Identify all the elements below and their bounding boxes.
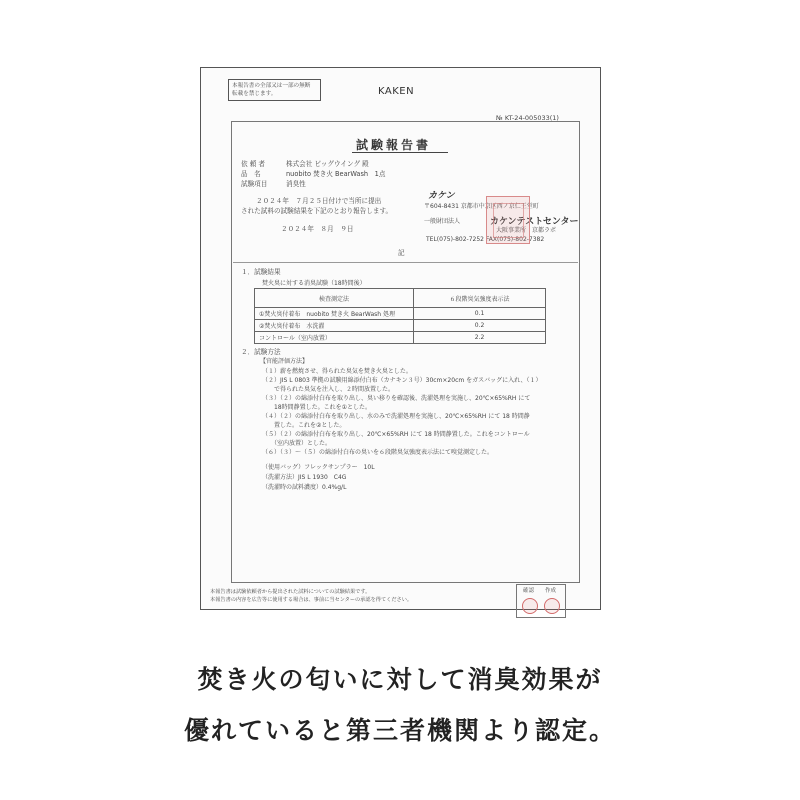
report-footer: 本報告書は試験依頼者から提出された試料についての試験結果です。 本報告書の内容を広告等に使用する場合は、事前に当センターの承認を得てください。 bbox=[210, 589, 413, 603]
approval-seal bbox=[522, 598, 538, 614]
method-line: （６）（３）～（５）の綿添付白布の臭いを６段階臭気強度表示法にて嗅覚測定した。 bbox=[262, 449, 494, 456]
method-line: で得られた臭気を注入し、２時間放置した。 bbox=[262, 386, 395, 393]
approval-seal bbox=[544, 598, 560, 614]
record-mark: 記 bbox=[398, 249, 405, 257]
method-line: （５）（２）の綿添付白布を取り出し、20℃×65%RH にて 18 時間静置した。これをコントロール bbox=[262, 431, 530, 438]
usage-line: （使用バッグ）フレックサンプラー 10L bbox=[262, 464, 375, 471]
table-row bbox=[255, 320, 546, 332]
lab-org-label: 一般財団法人 bbox=[424, 218, 461, 225]
usage-line: （洗濯時の試料濃度）0.4%g/L bbox=[262, 484, 347, 491]
table-cell-value: 0.1 bbox=[414, 308, 546, 320]
report-title: 試験報告書 bbox=[356, 138, 432, 152]
seal-header: 作成 bbox=[545, 588, 557, 594]
table-cell-value: 2.2 bbox=[414, 332, 546, 344]
lab-logo: カケン bbox=[428, 191, 455, 201]
table-header: ６段階臭気強度表示法 bbox=[414, 289, 546, 308]
intro-line-1: ２０２４年 ７月２５日付けで当所に提出 bbox=[256, 197, 382, 205]
method-subheading: 【官能評価方法】 bbox=[260, 358, 309, 365]
method-line: （１）薪を燃焼させ、得られた臭気を焚き火臭とした。 bbox=[262, 368, 412, 375]
seal-header: 確認 bbox=[523, 588, 535, 594]
lab-address: 〒604-8431 京都市中京区西ノ京仁王堂町 bbox=[424, 203, 539, 210]
client-value: 株式会社 ビッグウイング 殿 bbox=[286, 160, 369, 168]
product-value: nuobito 焚き火 BearWash 1点 bbox=[286, 170, 386, 178]
divider bbox=[233, 262, 578, 263]
usage-line: （洗濯方法）JIS L 1930 C4G bbox=[262, 474, 347, 481]
table-header: 検査測定法 bbox=[255, 289, 414, 308]
caption-line-2: 優れていると第三者機関より認定。 bbox=[183, 716, 616, 745]
report-inner-frame bbox=[231, 121, 580, 583]
method-line: （２）JIS L 0803 準拠の試験用綿添付白布（カナキン３号）30cm×20cm をガスバッグに入れ、（１） bbox=[262, 377, 542, 384]
method-line: （４）（２）の綿添付白布を取り出し、水のみで洗濯処理を実施し、20℃×65%RH にて 18 時間静 bbox=[262, 413, 530, 420]
method-line: （３）（２）の綿添付白布を取り出し、臭い移りを確認後、洗濯処理を実施し、20℃×65%RH にて bbox=[262, 395, 531, 402]
section2-heading: ２．試験方法 bbox=[241, 348, 281, 356]
table-cell-value: 0.2 bbox=[414, 320, 546, 332]
table-cell-label: ①焚火臭付着布 nuobito 焚き火 BearWash 処理 bbox=[255, 308, 414, 320]
section1-heading: １．試験結果 bbox=[241, 268, 281, 276]
table-row bbox=[255, 332, 546, 344]
lab-stamp bbox=[486, 196, 530, 244]
product-label: 品 名 bbox=[241, 170, 261, 178]
title-underline bbox=[352, 152, 448, 153]
results-table bbox=[254, 288, 546, 344]
method-line: 18時間静置した。これを①とした。 bbox=[262, 404, 372, 411]
table-header-row bbox=[255, 289, 546, 308]
table-row bbox=[255, 308, 546, 320]
reproduction-notice: 本報告書の全部又は一部の無断 転載を禁じます。 bbox=[228, 79, 321, 101]
lab-org-name: カケンテストセンター bbox=[490, 217, 579, 227]
test-item-value: 消臭性 bbox=[286, 180, 306, 188]
table-cell-label: コントロール（室内放置） bbox=[255, 332, 414, 344]
test-item-label: 試験項目 bbox=[241, 180, 268, 188]
client-label: 依 頼 者 bbox=[241, 160, 265, 168]
lab-branch: 大阪事業所 京都ラボ bbox=[496, 227, 557, 234]
intro-line-2: された試料の試験結果を下記のとおり報告します。 bbox=[241, 207, 393, 215]
table-cell-label: ②焚火臭付着布 水洗濯 bbox=[255, 320, 414, 332]
lab-phone: TEL(075)-802-7252 FAX(075)-802-7382 bbox=[426, 236, 545, 243]
issue-date: ２０２４年 ８月 ９日 bbox=[281, 225, 354, 233]
report-number: № KT-24-005033(1) bbox=[496, 114, 559, 122]
section1-subtitle: 焚火臭に対する消臭試験（18時間後） bbox=[262, 280, 366, 287]
caption-line-1: 焚き火の匂いに対して消臭効果が bbox=[197, 665, 603, 694]
lab-name: KAKEN bbox=[378, 86, 415, 97]
method-line: （室内放置）とした。 bbox=[262, 440, 332, 447]
method-line: 置した。これを②とした。 bbox=[262, 422, 346, 429]
